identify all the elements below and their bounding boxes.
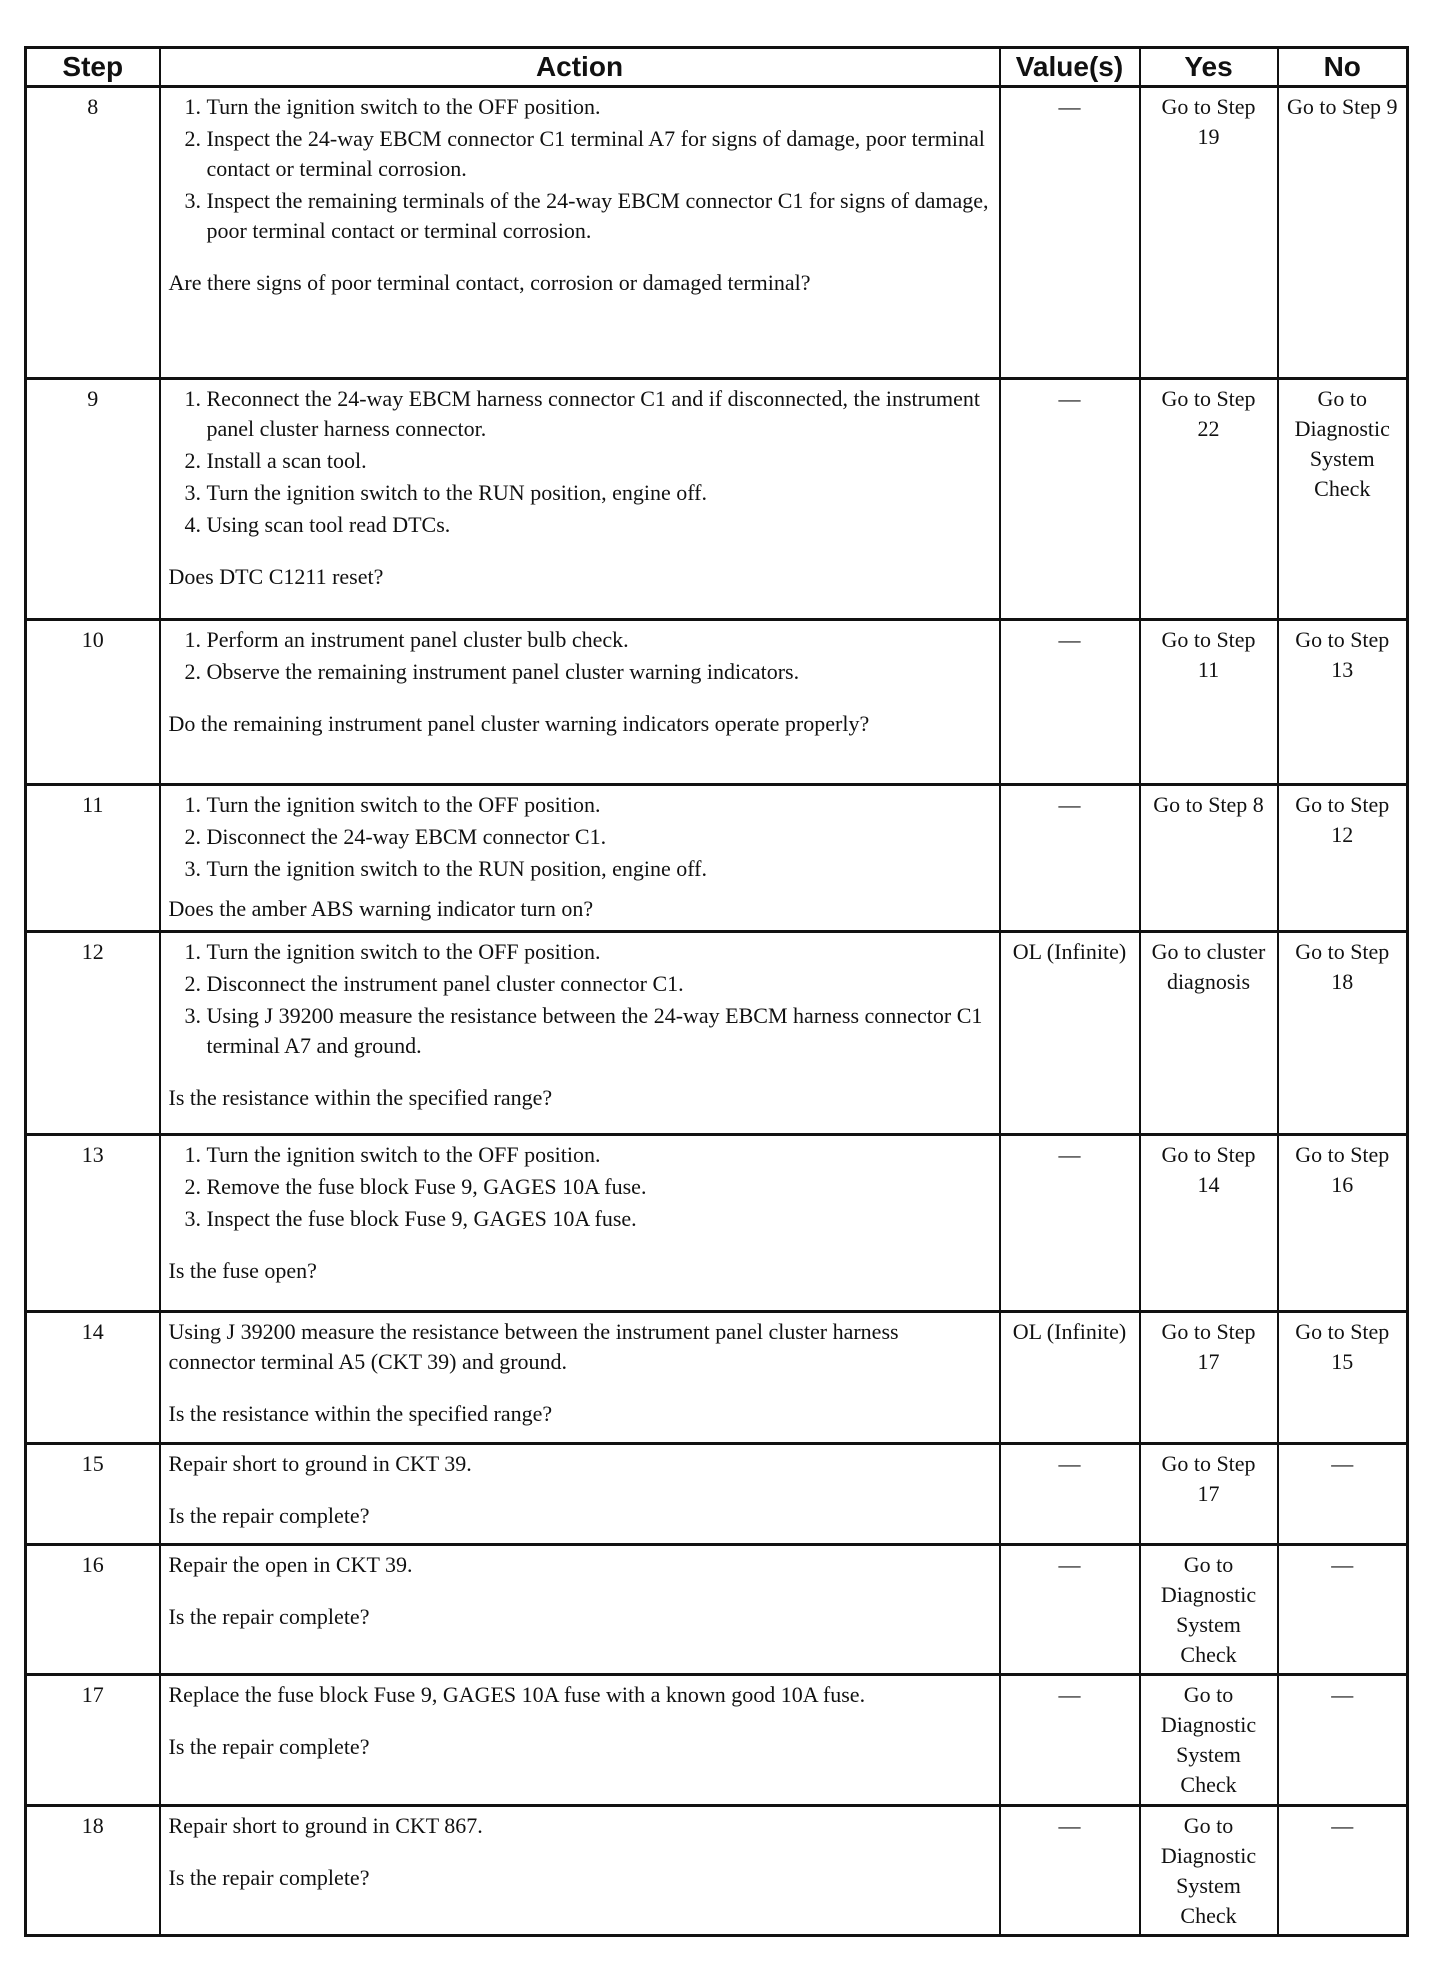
yes-cell: Go to Step 22 [1140, 379, 1278, 620]
action-step: 1. Turn the ignition switch to the OFF position. [207, 937, 991, 967]
no-cell: — [1278, 1675, 1408, 1806]
action-cell [160, 785, 1000, 932]
step-number: 18 [26, 1806, 160, 1936]
action-step: 3. Turn the ignition switch to the RUN position, engine off. [207, 478, 991, 508]
action-question: Is the repair complete? [168, 1604, 370, 1629]
table-row [26, 932, 1408, 1135]
yes-cell: Go to Diagnostic System Check [1140, 1545, 1278, 1675]
action-step: 1. Perform an instrument panel cluster bulb check. [207, 625, 991, 655]
action-text: Repair short to ground in CKT 867. [168, 1813, 483, 1838]
action-question: Do the remaining instrument panel cluster warning indicators operate properly? [168, 711, 870, 736]
yes-cell: Go to Step 17 [1140, 1312, 1278, 1444]
step-number: 11 [26, 785, 160, 932]
table-row [26, 1675, 1408, 1806]
yes-cell: Go to Step 14 [1140, 1135, 1278, 1312]
step-number: 16 [26, 1545, 160, 1675]
table-row [26, 1545, 1408, 1675]
action-cell [160, 1135, 1000, 1312]
table-row [26, 785, 1408, 932]
header-action: Action [160, 48, 1000, 87]
no-cell: Go to Step 18 [1278, 932, 1408, 1135]
no-cell: Go to Step 9 [1278, 87, 1408, 379]
step-number: 8 [26, 87, 160, 379]
value-cell: OL (Infinite) [1000, 1312, 1140, 1444]
yes-cell: Go to Diagnostic System Check [1140, 1806, 1278, 1936]
no-cell: Go to Step 13 [1278, 620, 1408, 785]
no-cell: Go to Step 15 [1278, 1312, 1408, 1444]
yes-cell: Go to Step 8 [1140, 785, 1278, 932]
action-steps [169, 625, 991, 687]
step-number: 13 [26, 1135, 160, 1312]
action-cell [160, 620, 1000, 785]
step-number: 12 [26, 932, 160, 1135]
action-cell [160, 87, 1000, 379]
action-question: Is the resistance within the specified range? [168, 1401, 553, 1426]
action-question: Is the fuse open? [168, 1258, 317, 1283]
action-step: 4. Using scan tool read DTCs. [207, 510, 991, 540]
value-cell: — [1000, 379, 1140, 620]
action-question: Is the resistance within the specified range? [168, 1085, 553, 1110]
step-number: 15 [26, 1444, 160, 1545]
value-cell: — [1000, 1806, 1140, 1936]
action-step: 2. Observe the remaining instrument panel cluster warning indicators. [207, 657, 991, 687]
action-cell [160, 379, 1000, 620]
table-header-row [26, 48, 1408, 87]
step-number: 9 [26, 379, 160, 620]
table-row [26, 1444, 1408, 1545]
action-step: 3. Using J 39200 measure the resistance between the 24-way EBCM harness connector C1 terminal A7 and ground. [207, 1001, 991, 1061]
header-no: No [1278, 48, 1408, 87]
yes-cell: Go to Step 11 [1140, 620, 1278, 785]
action-step: 3. Turn the ignition switch to the RUN position, engine off. [207, 854, 991, 884]
no-cell: — [1278, 1545, 1408, 1675]
action-step: 1. Turn the ignition switch to the OFF position. [207, 1140, 991, 1170]
no-cell: Go to Step 16 [1278, 1135, 1408, 1312]
value-cell: — [1000, 87, 1140, 379]
action-step: 2. Disconnect the instrument panel cluster connector C1. [207, 969, 991, 999]
table-row [26, 1806, 1408, 1936]
action-text: Repair short to ground in CKT 39. [168, 1451, 472, 1476]
yes-cell: Go to cluster diagnosis [1140, 932, 1278, 1135]
table-row [26, 87, 1408, 379]
value-cell: — [1000, 620, 1140, 785]
action-step: 2. Disconnect the 24-way EBCM connector C1. [207, 822, 991, 852]
action-question: Is the repair complete? [168, 1503, 370, 1528]
value-cell: — [1000, 1135, 1140, 1312]
value-cell: — [1000, 1545, 1140, 1675]
header-step: Step [26, 48, 160, 87]
no-cell: — [1278, 1444, 1408, 1545]
diagnostic-table [24, 46, 1409, 1937]
action-steps [169, 92, 991, 246]
value-cell: OL (Infinite) [1000, 932, 1140, 1135]
step-number: 10 [26, 620, 160, 785]
no-cell: Go to Diagnostic System Check [1278, 379, 1408, 620]
yes-cell: Go to Step 19 [1140, 87, 1278, 379]
header-values: Value(s) [1000, 48, 1140, 87]
action-question: Does DTC C1211 reset? [168, 564, 384, 589]
table-row [26, 1312, 1408, 1444]
action-step: 1. Turn the ignition switch to the OFF position. [207, 92, 991, 122]
no-cell: — [1278, 1806, 1408, 1936]
action-cell [160, 1806, 1000, 1936]
value-cell: — [1000, 1444, 1140, 1545]
value-cell: — [1000, 1675, 1140, 1806]
action-cell [160, 1312, 1000, 1444]
diagnostic-page [24, 46, 1406, 1937]
yes-cell: Go to Step 17 [1140, 1444, 1278, 1545]
step-number: 17 [26, 1675, 160, 1806]
action-step: 2. Install a scan tool. [207, 446, 991, 476]
action-step: 1. Turn the ignition switch to the OFF position. [207, 790, 991, 820]
action-steps [169, 790, 991, 884]
action-step: 2. Inspect the 24-way EBCM connector C1 terminal A7 for signs of damage, poor terminal contact or terminal corrosion. [207, 124, 991, 184]
action-cell [160, 932, 1000, 1135]
step-number: 14 [26, 1312, 160, 1444]
value-cell: — [1000, 785, 1140, 932]
table-row [26, 620, 1408, 785]
action-steps [169, 1140, 991, 1234]
action-step: 3. Inspect the remaining terminals of the 24-way EBCM connector C1 for signs of damage, poor terminal contact or terminal corrosion. [207, 186, 991, 246]
table-row [26, 1135, 1408, 1312]
action-question: Is the repair complete? [168, 1865, 370, 1890]
action-question: Are there signs of poor terminal contact, corrosion or damaged terminal? [168, 270, 811, 295]
action-steps [169, 937, 991, 1061]
action-step: 3. Inspect the fuse block Fuse 9, GAGES 10A fuse. [207, 1204, 991, 1234]
action-question: Is the repair complete? [168, 1734, 370, 1759]
no-cell: Go to Step 12 [1278, 785, 1408, 932]
action-text: Replace the fuse block Fuse 9, GAGES 10A fuse with a known good 10A fuse. [168, 1682, 866, 1707]
action-step: 1. Reconnect the 24-way EBCM harness connector C1 and if disconnected, the instrument panel cluster harness connector. [207, 384, 991, 444]
action-cell [160, 1675, 1000, 1806]
header-yes: Yes [1140, 48, 1278, 87]
action-cell [160, 1444, 1000, 1545]
yes-cell: Go to Diagnostic System Check [1140, 1675, 1278, 1806]
action-cell [160, 1545, 1000, 1675]
table-row [26, 379, 1408, 620]
action-steps [169, 384, 991, 540]
action-text: Using J 39200 measure the resistance between the instrument panel cluster harness connector terminal A5 (CKT 39) and ground. [168, 1319, 899, 1374]
action-question: Does the amber ABS warning indicator turn on? [168, 896, 594, 921]
action-step: 2. Remove the fuse block Fuse 9, GAGES 10A fuse. [207, 1172, 991, 1202]
action-text: Repair the open in CKT 39. [168, 1552, 413, 1577]
